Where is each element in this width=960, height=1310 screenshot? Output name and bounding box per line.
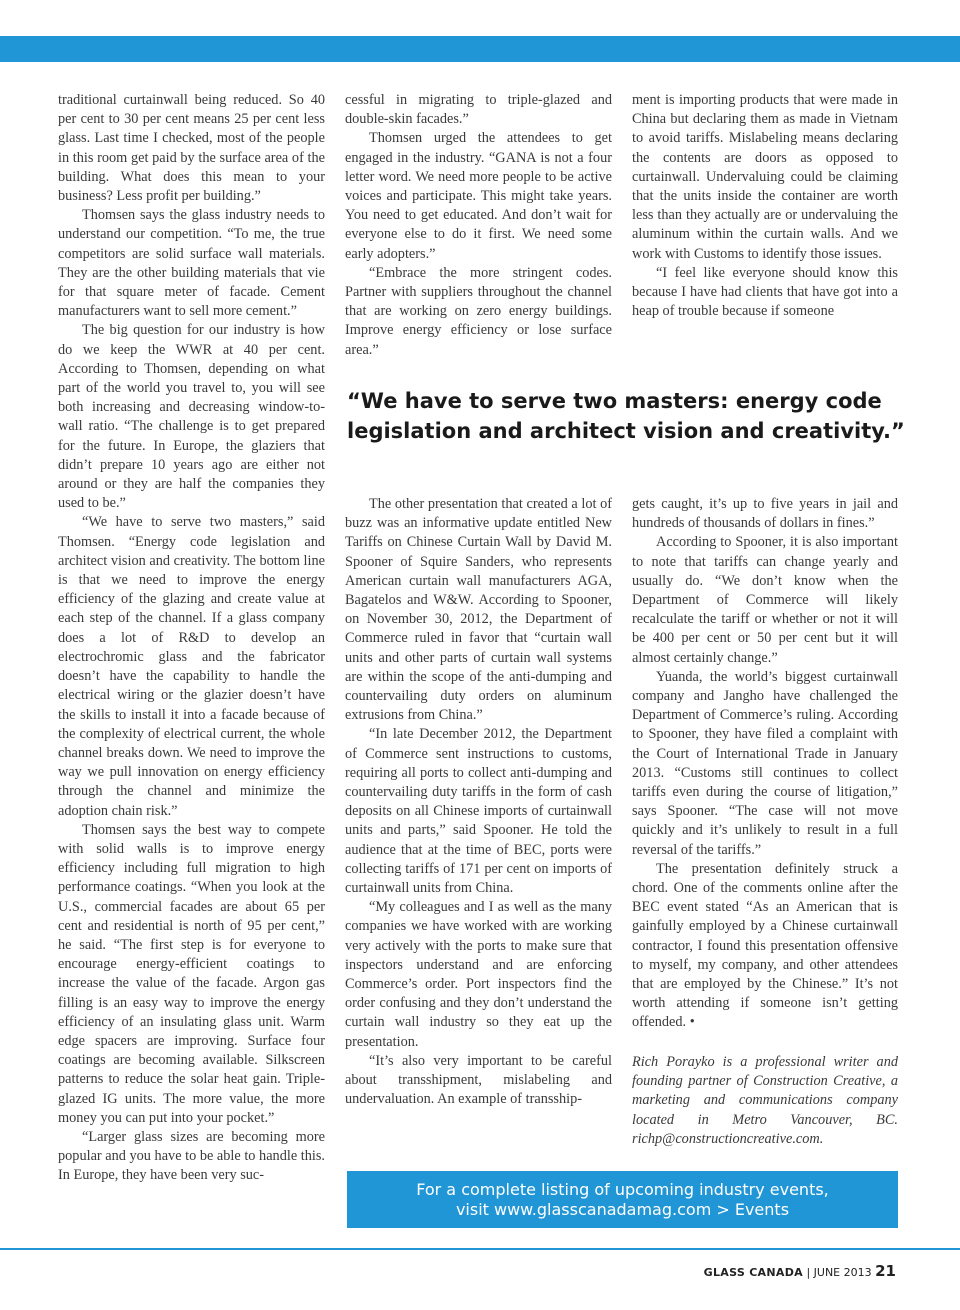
page-footer: [704, 1262, 896, 1280]
article-column-3-bottom: [632, 495, 898, 1033]
paragraph: ment is importing products that were made in China but declaring them as made in Vietnam to avoid tariffs. Mislabeling means declaring the contents are doors as opposed to curtainwall. Undervaluing could be claiming that the units inside the container are worth less than they actually are or undervaluing the aluminum within the curtain walls. And we work with Customs to identify those issues.: [632, 92, 898, 262]
article-column-2-bottom: [345, 495, 612, 1110]
paragraph: gets caught, it’s up to five years in jail and hundreds of thousands of dollars in fines.”: [632, 496, 898, 532]
promo-line-1: For a complete listing of upcoming industry events,: [416, 1179, 829, 1199]
paragraph: According to Spooner, it is also important to note that tariffs can change yearly and usually do. “We don’t know when the Department of Commerce will likely recalculate the tariff or whether or not it will be 400 per cent or 50 per cent but it will almost certainly change.”: [632, 534, 898, 666]
footer-rule: [0, 1248, 960, 1250]
paragraph: “Embrace the more stringent codes. Partner with suppliers throughout the channel that are working on zero energy buildings. Improve energy efficiency or lose surface area.”: [345, 264, 612, 358]
paragraph: The presentation definitely struck a chord. One of the comments online after the BEC event stated “As an American that is gainfully employed by a Chinese curtainwall contractor, I found this presentation offensive to myself, my company, and other attendees that are employed by the Chinese.” It’s not worth attending if someone isn’t getting offended. •: [632, 860, 898, 1031]
paragraph: Yuanda, the world’s biggest curtainwall company and Jangho have challenged the Department of Commerce’s ruling. According to Spooner, they have filed a complaint with the Court of International Trade in January 2013. “Customs still continues to collect tariffs even during the course of litigation,” says Spooner. “The case will not move quickly and it’s unlikely to result in a full reversal of the tariffs.”: [632, 668, 898, 858]
pull-quote: “We have to serve two masters: energy code legislation and architect vision and creativity.”: [347, 389, 905, 443]
paragraph: “Larger glass sizes are becoming more popular and you have to be able to handle this. In Europe, they have been very suc-: [58, 1128, 325, 1184]
paragraph: “We have to serve two masters,” said Thomsen. “Energy code legislation and architect vision and creativity. The bottom line is that we need to improve the energy efficiency of the glazing and create value at each step of the channel. If a glass company does a lot of R&D to develop an electrochromic glass and the fabricator doesn’t have the capability to handle the electrical wiring or the glazier doesn’t have the skills to install it into a facade because of the complexity of electrical current, the whole channel breaks down. We need to improve the way we pull innovation on energy efficiency through the channel and minimize the adoption chain risk.”: [58, 514, 325, 819]
footer-separator: |: [806, 1266, 811, 1279]
paragraph: Thomsen urged the attendees to get engaged in the industry. “GANA is not a four letter word. We need more people to be active voices and participate. This might take years. You need to get educated. And don’t wait for everyone else to do it first. We need some early adopters.”: [345, 130, 612, 262]
paragraph: “I feel like everyone should know this because I have had clients that have got into a heap of trouble because if someone: [632, 264, 898, 320]
issue-date: JUNE 2013: [813, 1266, 872, 1279]
paragraph: “My colleagues and I as well as the many companies we have worked with are working very actively with the ports to make sure that inspectors understand and are enforcing Commerce’s order. Port inspectors find the order confusing and they don’t understand the curtain wall industry so they eat up the presentation.: [345, 899, 612, 1050]
paragraph: The other presentation that created a lot of buzz was an informative update entitled New Tariffs on Chinese Curtain Wall by David M. Spooner of Squire Sanders, who represents American curtain wall manufacturers AGA, Bagatelos and W&W. According to Spooner, on November 30, 2012, the Department of Commerce ruled in favor that “curtain wall units and other parts of curtain wall systems are within the scope of the anti-dumping and countervailing duty orders on aluminum extrusions from China.”: [345, 496, 612, 724]
article-column-1: [58, 91, 325, 1186]
paragraph: traditional curtainwall being reduced. So 40 per cent to 30 per cent means 25 per cent less glass. Last time I checked, most of the people in this room get paid by the surface area of the building. What does this mean to your business? Less profit per building.”: [58, 92, 325, 205]
paragraph: The big question for our industry is how do we keep the WWR at 40 per cent. According to Thomsen, depending on what part of the world you travel to, you will see both increasing and decreasing window-to-wall ratio. “The challenge is to get prepared for the future. In Europe, the glaziers that didn’t prepare 10 years ago are either not around or they are half the companies they used to be.”: [58, 322, 325, 512]
paragraph: “In late December 2012, the Department of Commerce sent instructions to customs, requiring all ports to collect anti-dumping and countervailing duty tariffs in the form of cash deposits on all Chinese imports of curtainwall units and parts,” said Spooner. He told the audience that at the time of BEC, ports were collecting tariffs of 171 per cent on imports of curtainwall units from China.: [345, 726, 612, 897]
top-color-band: [0, 36, 960, 62]
events-promo-box[interactable]: [347, 1171, 898, 1228]
paragraph: cessful in migrating to triple-glazed and double-skin facades.”: [345, 92, 612, 128]
page-number: 21: [875, 1262, 896, 1280]
paragraph: Thomsen says the glass industry needs to understand our competition. “To me, the true competitors are solid surface wall materials. They are the other building materials that vie for that square meter of facade. Cement manufacturers want to sell more cement.”: [58, 207, 325, 320]
article-column-3-top: [632, 91, 898, 321]
author-bio: Rich Porayko is a professional writer and founding partner of Construction Creative, a marketing and communications company located in Metro Vancouver, BC. richp@constructioncreative.com.: [632, 1054, 898, 1147]
magazine-name: GLASS CANADA: [703, 1266, 803, 1279]
promo-link[interactable]: visit www.glasscanadamag.com > Events: [455, 1199, 790, 1219]
paragraph: “It’s also very important to be careful about transshipment, mislabeling and undervaluation. An example of transship-: [345, 1052, 612, 1108]
article-column-2-top: [345, 91, 612, 360]
paragraph: Thomsen says the best way to compete with solid walls is to improve energy efficiency including full migration to high performance coatings. “When you look at the U.S., commercial facades are about 65 per cent and residential is north of 95 per cent,” he said. “The first step is for everyone to encourage energy-efficient coatings to increase the value of the facade. Argon gas filling is an easy way to improve the energy efficiency of an insulating glass unit. Warm edge spacers are improving. Surface four coatings are becoming available. Silkscreen patterns to reduce the solar heat gain. Triple-glazed IG units. The more value, the more money you can put into your pocket.”: [58, 821, 325, 1126]
